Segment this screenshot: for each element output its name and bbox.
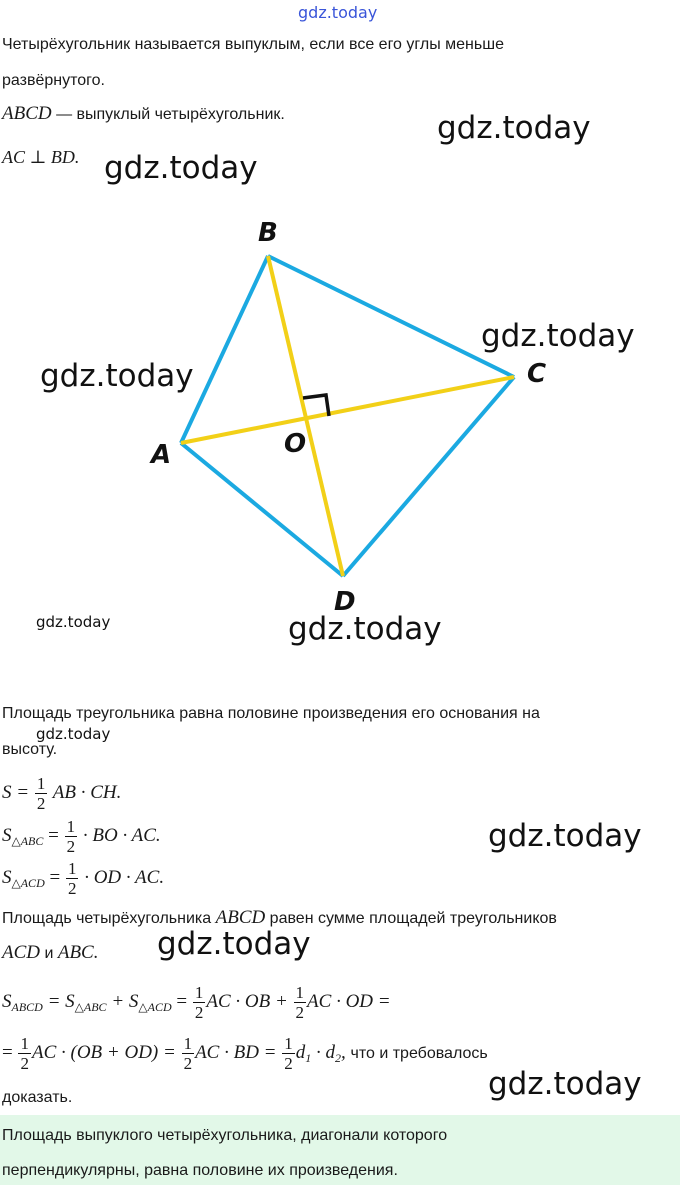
point-label-b: B: [258, 218, 278, 248]
quad-area-triangles: [2, 942, 98, 964]
point-label-d: D: [334, 587, 356, 617]
point-label-a: A: [151, 440, 172, 470]
formula2-rhs: · BO · AC.: [82, 824, 161, 846]
watermark-small: gdz.today: [36, 725, 111, 743]
quad-area-name: ABCD: [215, 907, 266, 928]
watermark: gdz.today: [488, 1066, 642, 1102]
intro-line-2: развёрнутого.: [2, 72, 105, 89]
watermark: gdz.today: [40, 358, 194, 394]
watermark: gdz.today: [288, 611, 442, 647]
formula3-lhs: S: [2, 866, 12, 888]
triangle-area-line-1: Площадь треугольника равна половине произведения его основания на: [2, 705, 540, 722]
conclusion-box: [0, 1115, 680, 1185]
formula1-rhs: AB · CH.: [52, 781, 122, 803]
formula3-rhs: · OD · AC.: [84, 866, 165, 888]
side-bc: [268, 256, 514, 377]
intro-line-1: Четырёхугольник называется выпуклым, если все его углы меньше: [2, 36, 504, 53]
formula2-lhs: S: [2, 824, 12, 846]
watermark: gdz.today: [437, 110, 591, 146]
watermark: gdz.today: [157, 926, 311, 962]
quad-definition: [2, 103, 285, 125]
conclusion-line-1: Площадь выпуклого четырёхугольника, диагонали которого: [2, 1127, 448, 1144]
derivation-line-1: $S_{ABCD} = S_{\triangle ABC} + S_{\triangle ACD}$ = $\frac{1}{2}$ AC · OB + $\frac{1}{2}$ AC · OD =: [2, 983, 391, 1022]
fraction-half: $\frac{1}{2}$: [36, 774, 46, 813]
point-label-c: C: [527, 359, 547, 389]
watermark-small: gdz.today: [36, 613, 111, 631]
watermark: gdz.today: [481, 318, 635, 354]
fraction-half: $\frac{1}{2}$: [66, 817, 76, 856]
top-watermark: gdz.today: [298, 3, 378, 22]
fraction-half: $\frac{1}{2}$: [194, 983, 204, 1022]
quad-area-post: равен сумме площадей треугольников: [269, 910, 557, 927]
formula1-lhs: S =: [2, 781, 30, 803]
conclusion-line-2: перпендикулярны, равна половине их произведения.: [2, 1162, 398, 1179]
quad-area-statement: [2, 907, 557, 929]
triangle-acd: ACD: [2, 942, 40, 963]
fraction-half: $\frac{1}{2}$: [284, 1034, 293, 1073]
quad-diagonals: [181, 256, 514, 576]
quad-sides: [181, 256, 514, 576]
formula-triangle-area: [2, 775, 121, 812]
fraction-half: $\frac{1}{2}$: [20, 1034, 29, 1073]
quad-area-pre: Площадь четырёхугольника: [2, 910, 212, 927]
quad-name: ABCD: [2, 103, 52, 124]
perp-statement: AC ⊥ BD.: [2, 147, 80, 167]
formula2-sub: △ABC: [11, 833, 44, 848]
quad-desc: — выпуклый четырёхугольник.: [56, 106, 285, 123]
formula-area-abc: [2, 818, 161, 855]
fraction-half: $\frac{1}{2}$: [295, 983, 305, 1022]
side-da: [181, 443, 343, 576]
watermark: gdz.today: [488, 818, 642, 854]
quadrilateral-diagram: [0, 200, 680, 620]
formula2-eq: =: [48, 824, 59, 846]
formula-area-acd: [2, 860, 164, 897]
side-ab: [181, 256, 268, 443]
formula3-sub: △ACD: [11, 875, 45, 890]
derivation-line-2: = $\frac{1}{2}$ AC · (OB + OD) = $\frac{1}{2}$ AC · BD = $\frac{1}{2}$ $d_1 \cdot d_2$, что и требовалось: [2, 1034, 488, 1073]
fraction-half: $\frac{1}{2}$: [183, 1034, 193, 1073]
triangle-area-line-2: высоту.: [2, 741, 58, 758]
watermark: gdz.today: [104, 150, 258, 186]
formula3-eq: =: [49, 866, 61, 888]
triangle-abc: ABC.: [57, 942, 99, 963]
point-label-o: O: [284, 429, 307, 459]
fraction-half: $\frac{1}{2}$: [67, 859, 77, 898]
derivation-tail: что и требовалось: [350, 1044, 488, 1062]
diagonal-bd: [268, 256, 343, 576]
derivation-line-3: доказать.: [2, 1089, 73, 1106]
conjunction: и: [44, 945, 54, 962]
